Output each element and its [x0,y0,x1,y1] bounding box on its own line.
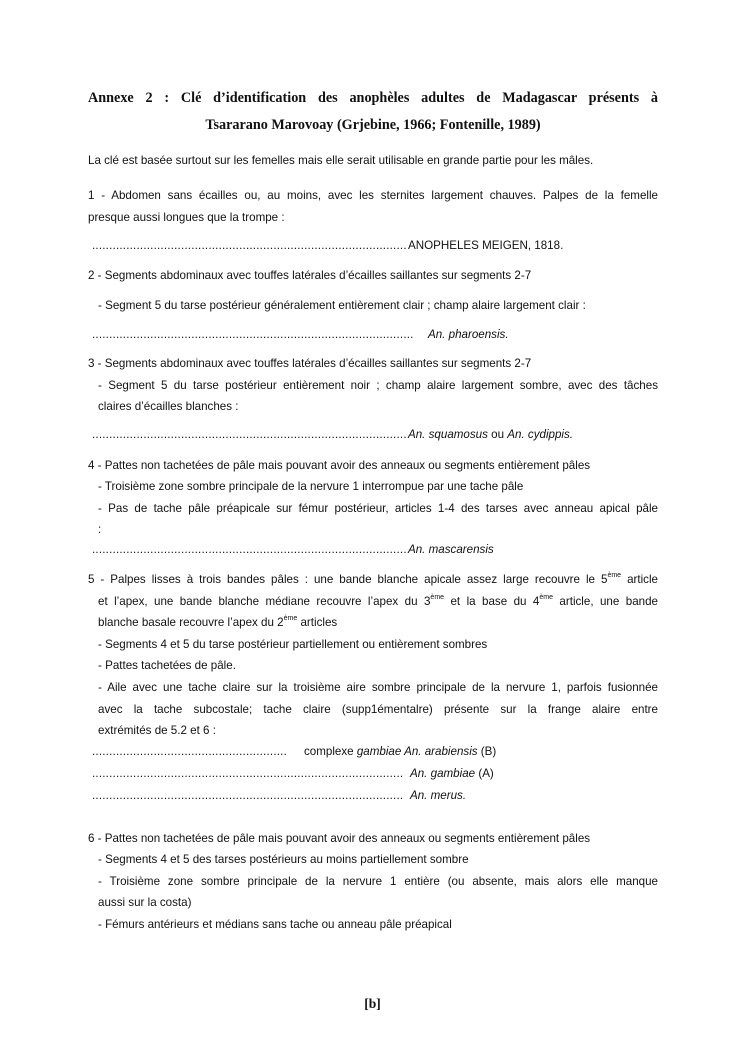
key-item-2-result [92,328,662,342]
key-item-5-line-7: avec la tache subcostale; tache claire (supp1émentalre) présente sur la frange alaire entre [98,703,658,716]
key-item-1-result [92,239,662,253]
key-item-4-result [92,543,662,557]
leader-dots: ........................................................................................... [92,767,404,780]
conjunction: ou [491,428,505,441]
leader-dots: ............................................................................................ [92,239,407,252]
key-item-4-line-2: - Troisième zone sombre principale de la nervure 1 interrompue par une tache pâle [98,480,524,493]
species-name: An. mascarensis [408,543,494,556]
key-item-5-result-3 [92,789,662,803]
key-item-5-line-3: blanche basale recouvre l’apex du 2ème articles [98,615,338,629]
species-name: An. gambiae [410,767,476,780]
key-item-4-line-3: - Pas de tache pâle préapicale sur fémur postérieur, articles 1-4 des tarses avec anneau apical pâle [98,502,658,515]
key-item-5-line-1: 5 - Palpes lisses à trois bandes pâles : une bande blanche apicale assez large recouvre le 5ème article [88,572,658,586]
species-name: An. merus. [410,789,467,802]
species-name: An. cydippis. [507,428,574,441]
key-item-5-result-1: ......................................................... complexe gambiae An. arabiensis (B) [92,745,497,758]
genus-name: ANOPHELES MEIGEN, 1818. [408,239,564,252]
key-item-6-line-5: - Fémurs antérieurs et médians sans tache ou anneau pâle préapical [98,918,452,931]
key-item-3-result [92,428,662,442]
key-item-2-line-1: 2 - Segments abdominaux avec touffes latérales d’écailles saillantes sur segments 2-7 [88,269,532,282]
leader-dots: ............................................................................................ [92,543,407,556]
species-name: An. squamosus [408,428,488,441]
intro-paragraph: La clé est basée surtout sur les femelles mais elle serait utilisable en grande partie pour les mâles. [88,154,594,167]
annex-title-line-1: Annexe 2 : Clé d’identification des anophèles adultes de Madagascar présents à [88,90,658,106]
key-item-4-line-1: 4 - Pattes non tachetées de pâle mais pouvant avoir des anneaux ou segments entièrement pâles [88,459,591,472]
key-item-3-line-2: - Segment 5 du tarse postérieur entièrement noir ; champ alaire largement sombre, avec des tâches [98,379,658,392]
leader-dots: ........................................................................................... [92,789,404,802]
key-item-1-line-2: presque aussi longues que la trompe : [88,211,285,224]
key-item-6-line-2: - Segments 4 et 5 des tarses postérieurs au moins partiellement sombre [98,853,469,866]
leader-dots: ............................................................................................ [92,428,407,441]
leader-dots: ......................................................... [92,745,288,758]
key-item-5-line-2: et l’apex, une bande blanche médiane recouvre l’apex du 3ème et la base du 4ème article, une bande [98,594,658,608]
species-name: An. pharoensis. [428,328,509,341]
key-item-3-line-3: claires d’écailles blanches : [98,400,239,413]
key-item-5-line-4: - Segments 4 et 5 du tarse postérieur partiellement ou entièrement sombres [98,638,488,651]
key-item-6-line-1: 6 - Pattes non tachetées de pâle mais pouvant avoir des anneaux ou segments entièrement pâles [88,832,591,845]
key-item-6-line-4: aussi sur la costa) [98,896,192,909]
leader-dots: .............................................................................................. [92,328,414,341]
species-name: gambiae An. arabiensis [356,745,478,758]
key-item-5-result-2: ........................................................................................... An. gambiae (A) [92,767,494,780]
key-item-2-line-2: - Segment 5 du tarse postérieur généralement entièrement clair ; champ alaire largement clair : [98,299,586,312]
annex-title-line-2: Tsararano Marovoay (Grjebine, 1966; Fontenille, 1989) [205,117,541,133]
key-item-5-line-5: - Pattes tachetées de pâle. [98,659,236,672]
page-footer-label: [b] [364,996,381,1011]
key-item-5-line-6: - Aile avec une tache claire sur la troisième aire sombre principale de la nervure 1, parfois fusionnée [98,681,658,694]
key-item-3-line-1: 3 - Segments abdominaux avec touffes latérales d’écailles saillantes sur segments 2-7 [88,357,532,370]
key-item-1-line-1: 1 - Abdomen sans écailles ou, au moins, avec les sternites largement chauves. Palpes de la femelle [88,189,658,202]
key-item-5-line-8: extrémités de 5.2 et 6 : [98,724,216,737]
key-item-6-line-3: - Troisième zone sombre principale de la nervure 1 entière (ou absente, mais alors elle manque [98,875,658,888]
key-item-4-line-4: : [98,523,102,536]
